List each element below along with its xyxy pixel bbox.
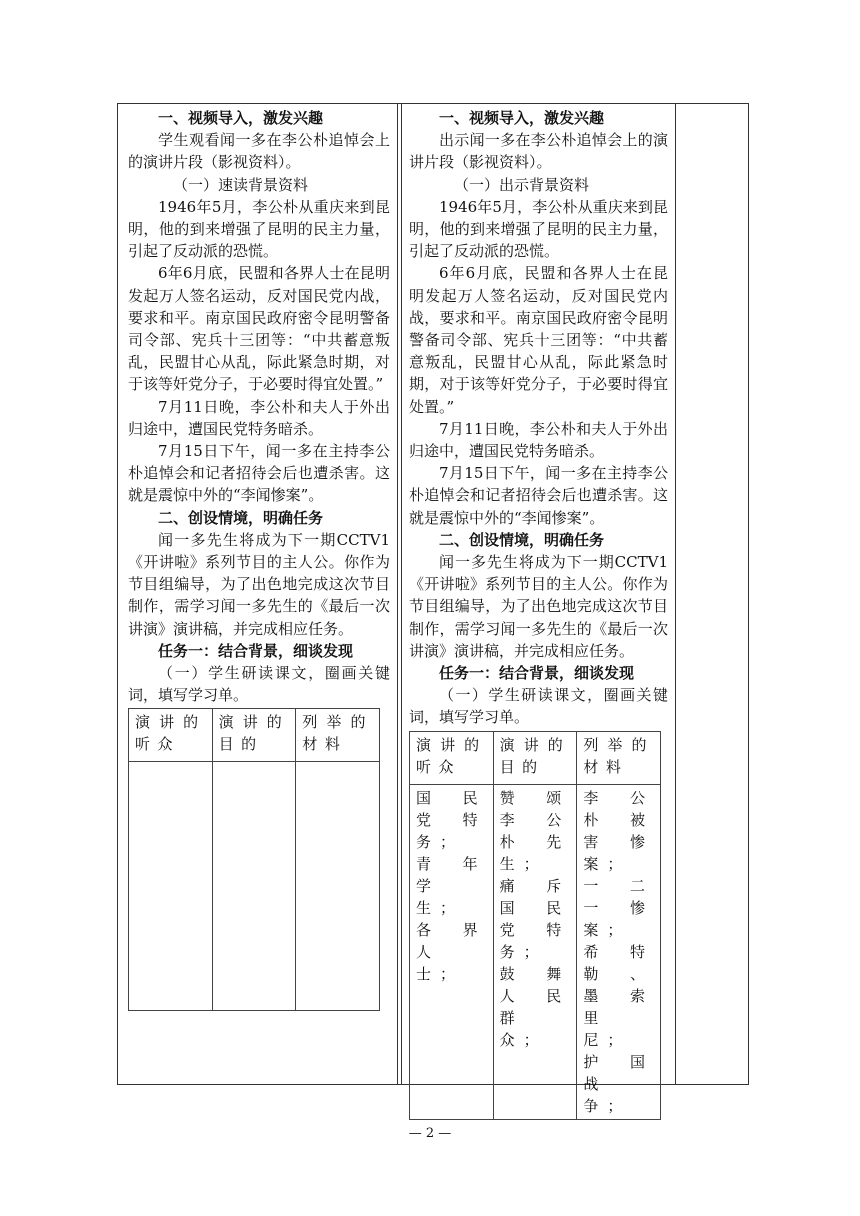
paragraph: （一）出示背景资料 bbox=[454, 175, 590, 194]
paragraph: 7月15日下午，闻一多在主持李公朴追悼会和记者招待会后也遭杀害。这就是震惊中外的“李闻惨案”。 bbox=[409, 464, 668, 527]
cell-item: 护国战争； bbox=[583, 1052, 654, 1115]
paragraph: 1946年5月，李公朴从重庆来到昆明，他的到来增强了昆明的民主力量，引起了反动派的恐慌。 bbox=[128, 197, 390, 261]
paragraph: （一）学生研读课文，圈画关键词，填写学习单。 bbox=[128, 664, 390, 705]
audience-cell bbox=[410, 784, 494, 1119]
cell-item: 痛斥国民党特务； bbox=[499, 876, 571, 961]
header-cell: 演讲的目的 bbox=[212, 709, 296, 762]
task-heading: 任务一：结合背景，细谈发现 bbox=[158, 641, 354, 660]
header-cell: 列举的材料 bbox=[296, 709, 380, 762]
paragraph: 闻一多先生将成为下一期CCTV1《开讲啦》系列节目的主人公。你作为节目组编导，为了出色地完成这次节目制作，需学习闻一多先生的《最后一次讲演》演讲稿，并完成相应任务。 bbox=[409, 553, 668, 660]
paragraph: 7月11日晚，李公朴和夫人于外出归途中，遭国民党特务暗杀。 bbox=[128, 397, 390, 438]
paragraph: 1946年5月，李公朴从重庆来到昆明，他的到来增强了昆明的民主力量，引起了反动派的恐慌。 bbox=[409, 197, 668, 261]
paragraph: 学生观看闻一多在李公朴追悼会上的演讲片段（影视资料）。 bbox=[128, 131, 390, 172]
materials-cell bbox=[577, 784, 661, 1119]
section-heading: 二、创设情境，明确任务 bbox=[158, 508, 324, 527]
page-number: — 2 — bbox=[408, 1126, 452, 1141]
section-heading: 一、视频导入，激发兴趣 bbox=[439, 109, 605, 127]
paragraph: 7月11日晚，李公朴和夫人于外出归途中，遭国民党特务暗杀。 bbox=[409, 419, 668, 461]
cell-item: 李公朴被害惨案； bbox=[583, 788, 654, 873]
cell-item: 青年学生； bbox=[416, 854, 487, 917]
student-activity-column bbox=[128, 107, 390, 1011]
header-cell: 演讲的目的 bbox=[493, 731, 577, 784]
paragraph: 出示闻一多在李公朴追悼会上的演讲片段（影视资料）。 bbox=[409, 131, 668, 172]
task-heading: 任务一：结合背景，细谈发现 bbox=[439, 664, 635, 683]
empty-cell bbox=[129, 762, 213, 1011]
cell-item: 希特勒、墨索里尼； bbox=[583, 942, 654, 1049]
worksheet-table-empty bbox=[128, 708, 380, 1011]
empty-cell bbox=[296, 762, 380, 1011]
column-divider bbox=[401, 104, 402, 1084]
teacher-activity-column bbox=[409, 107, 668, 1120]
paragraph: 6年6月底，民盟和各界人士在昆明发起万人签名运动，反对国民党内战，要求和平。南京国民政府密令昆明警备司令部、宪兵十三团等：“中共蓄意叛乱，民盟甘心从乱，际此紧急时期，对于该等奸党分子，于必要时得宜处置。” bbox=[409, 264, 668, 416]
paragraph: （一）学生研读课文，圈画关键词，填写学习单。 bbox=[409, 686, 668, 727]
column-divider bbox=[397, 104, 398, 1084]
cell-item: 鼓舞人民群众； bbox=[499, 964, 571, 1049]
header-cell: 列举的材料 bbox=[577, 731, 661, 784]
purpose-cell bbox=[493, 784, 577, 1119]
column-divider bbox=[675, 104, 676, 1084]
paragraph: 6年6月底，民盟和各界人士在昆明发起万人签名运动，反对国民党内战，要求和平。南京国民政府密令昆明警备司令部、宪兵十三团等：“中共蓄意叛乱，民盟甘心从乱，际此紧急时期，对于该等奸党分子，于必要时得宜处置。” bbox=[128, 264, 390, 394]
section-heading: 一、视频导入，激发兴趣 bbox=[158, 109, 324, 127]
paragraph: 7月15日下午，闻一多在主持李公朴追悼会和记者招待会后也遭杀害。这就是震惊中外的“李闻惨案”。 bbox=[128, 442, 390, 505]
empty-cell bbox=[212, 762, 296, 1011]
cell-item: 赞颂李公朴先生； bbox=[499, 788, 571, 873]
section-heading: 二、创设情境，明确任务 bbox=[439, 530, 605, 549]
worksheet-table-filled bbox=[409, 731, 661, 1120]
paragraph: 闻一多先生将成为下一期CCTV1《开讲啦》系列节目的主人公。你作为节目组编导，为了出色地完成这次节目制作，需学习闻一多先生的《最后一次讲演》演讲稿，并完成相应任务。 bbox=[128, 530, 390, 638]
paragraph: （一）速读背景资料 bbox=[173, 175, 309, 194]
lesson-plan-table bbox=[117, 103, 749, 1115]
cell-item: 一二一惨案； bbox=[583, 876, 654, 939]
cell-item: 国民党特务； bbox=[416, 788, 487, 851]
cell-item: 各界人士； bbox=[416, 920, 487, 983]
header-cell: 演讲的听众 bbox=[129, 709, 213, 762]
header-cell: 演讲的听众 bbox=[410, 731, 494, 784]
